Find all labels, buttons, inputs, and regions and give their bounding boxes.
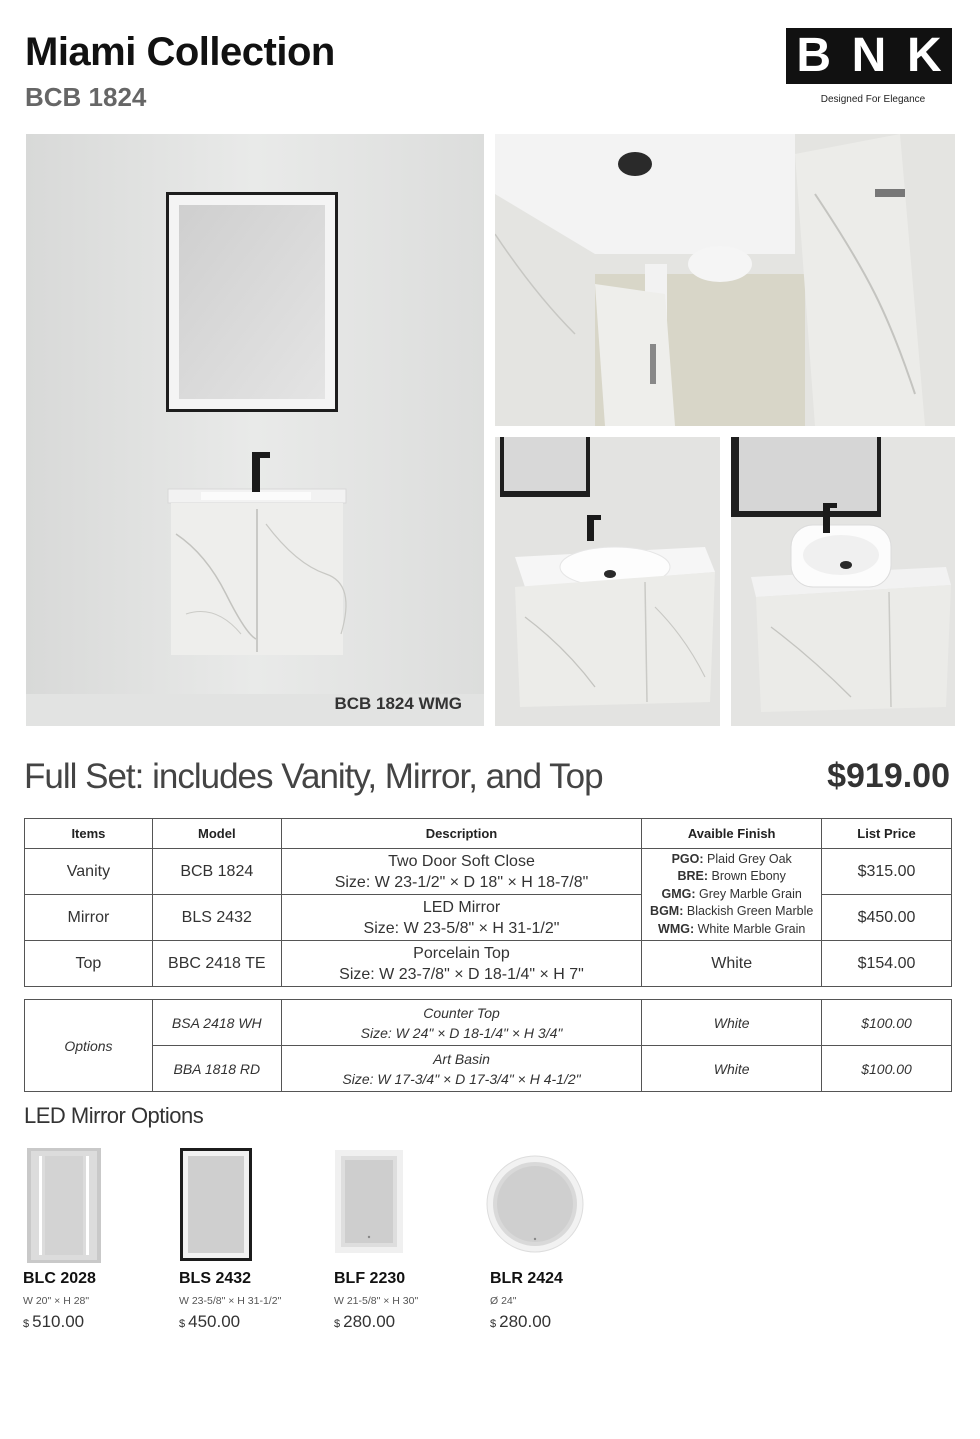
- model-cell: BBC 2418 TE: [152, 941, 281, 987]
- description-size: Size: W 23-5/8" × H 31-1/2": [363, 919, 560, 937]
- table-row: [25, 1000, 952, 1046]
- table-row: [25, 941, 952, 987]
- pricing-table: [24, 818, 952, 987]
- logo-box: [786, 28, 952, 84]
- description-line: Two Door Soft Close: [388, 852, 535, 870]
- mirror-name: BLR 2424: [490, 1270, 563, 1287]
- mirror-blf2230-image: [335, 1150, 403, 1253]
- fullset-price: $919.00: [827, 757, 950, 795]
- model-cell: BCB 1824: [152, 849, 281, 895]
- description-line: Counter Top: [423, 1004, 500, 1021]
- finish-name: Grey Marble Grain: [699, 886, 802, 901]
- price-cell: $315.00: [822, 849, 952, 895]
- price-cell: $100.00: [822, 1000, 952, 1046]
- description-size: Size: W 23-1/2" × D 18" × H 18-7/8": [334, 873, 589, 891]
- mirror-size: W 20" × H 28": [23, 1295, 90, 1307]
- mirror-price: [490, 1312, 551, 1332]
- finish-code: BRE:: [677, 869, 709, 884]
- table-header: Avaible Finish: [642, 819, 822, 849]
- finish-item: [642, 886, 821, 904]
- table-header-row: [25, 819, 952, 849]
- finish-name: Plaid Grey Oak: [707, 851, 792, 866]
- mirror-price: [334, 1312, 395, 1332]
- options-label: Options: [25, 1000, 153, 1092]
- currency-symbol: $: [179, 1318, 186, 1330]
- description-size: Size: W 24" × D 18-1/4" × H 3/4": [360, 1024, 563, 1041]
- item-cell: Mirror: [25, 895, 153, 941]
- mirror-name: BLS 2432: [179, 1270, 252, 1287]
- finish-code: GMG:: [661, 886, 696, 901]
- mirror-bls2432-image: [180, 1148, 252, 1261]
- mirror-size: W 23-5/8" × H 31-1/2": [179, 1295, 282, 1307]
- sink-top-photo: [495, 437, 720, 726]
- finish-code: BGM:: [650, 904, 684, 919]
- description-cell: [281, 1046, 642, 1092]
- led-mirror-options-title: LED Mirror Options: [24, 1103, 204, 1128]
- logo-tagline: Designed For Elegance: [820, 94, 926, 105]
- model-cell: BSA 2418 WH: [152, 1000, 281, 1046]
- options-table: [24, 999, 952, 1092]
- item-cell: Vanity: [25, 849, 153, 895]
- description-line: Art Basin: [433, 1050, 490, 1067]
- price-cell: $100.00: [822, 1046, 952, 1092]
- finish-item: [642, 903, 821, 921]
- currency-symbol: $: [334, 1318, 341, 1330]
- brand-logo: [786, 28, 952, 105]
- description-cell: [281, 895, 642, 941]
- main-product-photo: [26, 134, 484, 726]
- finish-code: WMG:: [658, 921, 695, 936]
- model-cell: BBA 1818 RD: [152, 1046, 281, 1092]
- description-cell: [281, 1000, 642, 1046]
- table-header: Model: [152, 819, 281, 849]
- logo-letter: N: [851, 29, 887, 82]
- item-cell: Top: [25, 941, 153, 987]
- price-value: 280.00: [343, 1312, 396, 1331]
- cabinet-open-photo: [495, 134, 955, 426]
- mirror-blc2028-image: [27, 1148, 101, 1263]
- art-basin-photo: [731, 437, 955, 726]
- price-value: 510.00: [32, 1312, 85, 1331]
- table-row: [25, 1046, 952, 1092]
- model-cell: BLS 2432: [152, 895, 281, 941]
- finish-item: [642, 921, 821, 939]
- logo-letter: B: [796, 29, 831, 82]
- description-cell: [281, 941, 642, 987]
- finish-name: Blackish Green Marble: [686, 904, 814, 919]
- price-value: 280.00: [499, 1312, 552, 1331]
- description-size: Size: W 23-7/8" × D 18-1/4" × H 7": [339, 965, 584, 983]
- finish-cell: White: [642, 1046, 822, 1092]
- table-header: Items: [25, 819, 153, 849]
- finish-name: White Marble Grain: [697, 921, 806, 936]
- mirror-name: BLC 2028: [23, 1270, 96, 1287]
- currency-symbol: $: [23, 1318, 30, 1330]
- description-cell: [281, 849, 642, 895]
- photo-caption: BCB 1824 WMG: [334, 694, 462, 713]
- description-size: Size: W 17-3/4" × D 17-3/4" × H 4-1/2": [342, 1070, 581, 1087]
- table-row: [25, 849, 952, 895]
- page-subtitle: BCB 1824: [25, 82, 147, 112]
- table-header: List Price: [822, 819, 952, 849]
- mirror-price: [23, 1312, 84, 1332]
- mirror-name: BLF 2230: [334, 1270, 406, 1287]
- finish-name: Brown Ebony: [711, 869, 786, 884]
- mirror-price: [179, 1312, 240, 1332]
- price-value: 450.00: [188, 1312, 241, 1331]
- finish-item: [642, 851, 821, 869]
- description-line: Porcelain Top: [413, 944, 510, 962]
- finish-cell: White: [642, 941, 822, 987]
- fullset-description: Full Set: includes Vanity, Mirror, and Top: [24, 757, 603, 796]
- finish-list-cell: [642, 849, 822, 941]
- currency-symbol: $: [490, 1318, 497, 1330]
- price-cell: $450.00: [822, 895, 952, 941]
- table-header: Description: [281, 819, 642, 849]
- mirror-size: W 21-5/8" × H 30": [334, 1295, 419, 1307]
- finish-cell: White: [642, 1000, 822, 1046]
- finish-item: [642, 868, 821, 886]
- logo-letter: K: [906, 29, 942, 82]
- price-cell: $154.00: [822, 941, 952, 987]
- description-line: LED Mirror: [422, 898, 501, 916]
- finish-code: PGO:: [671, 851, 704, 866]
- page-title: Miami Collection: [25, 30, 335, 74]
- mirror-blr2424-image: [486, 1155, 584, 1253]
- mirror-size: Ø 24": [490, 1295, 517, 1307]
